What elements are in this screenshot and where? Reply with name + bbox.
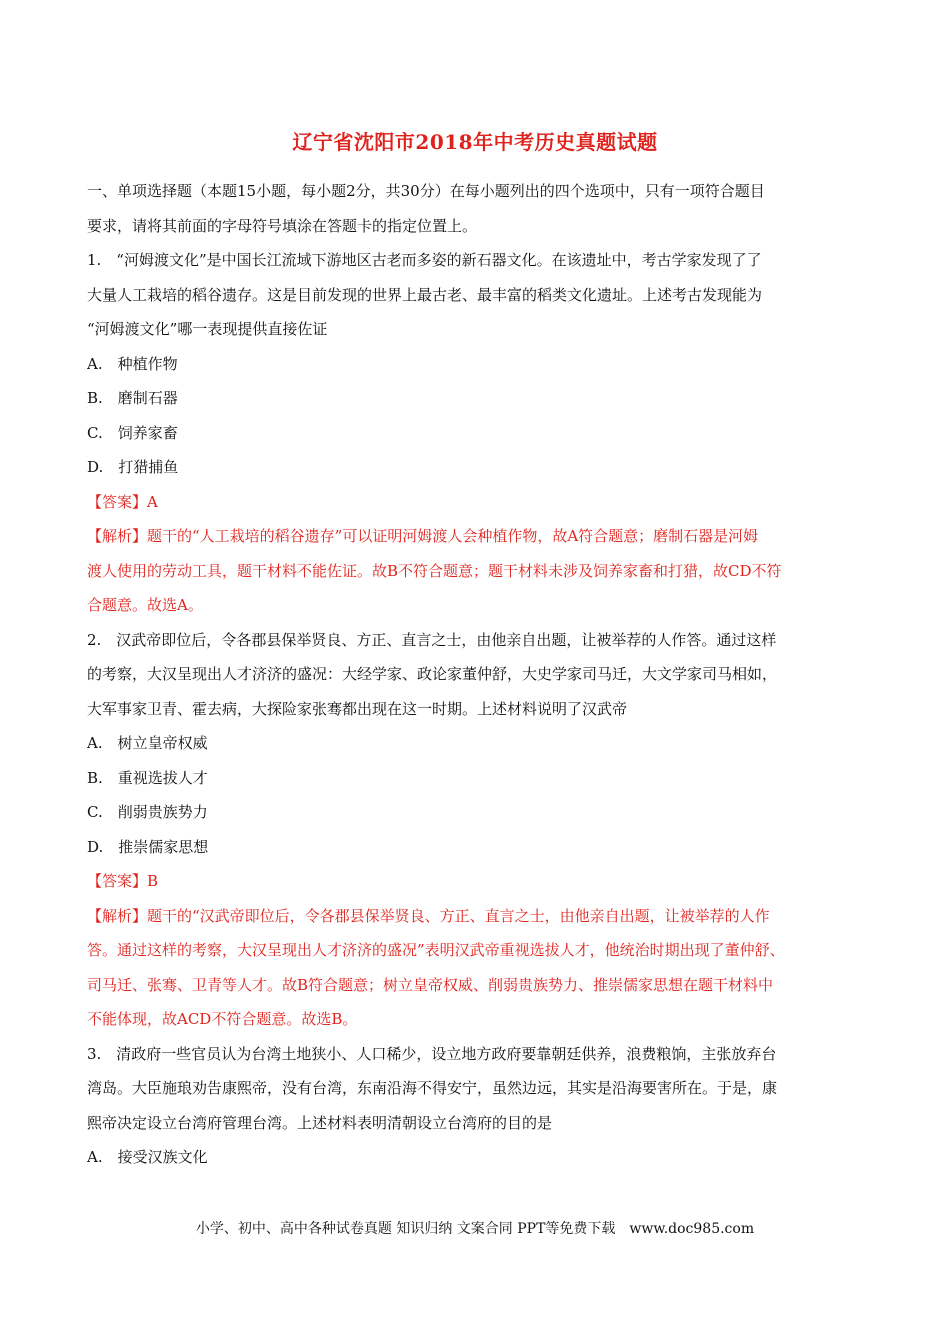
answer-line: 【解析】题干的“汉武帝即位后，令各郡县保举贤良、方正、直言之士，由他亲自出题，让被举荐的人作 bbox=[87, 906, 770, 925]
text-line: D. 推崇儒家思想 bbox=[87, 837, 209, 856]
text-line: D. 打猎捕鱼 bbox=[87, 458, 179, 476]
text-line: C. 饲养家畜 bbox=[87, 423, 178, 442]
document-body bbox=[87, 174, 867, 1175]
answer-line: 【解析】题干的“人工栽培的稻谷遗存”可以证明河姆渡人会种植作物，故A符合题意；磨制石器是河姆 bbox=[87, 527, 759, 545]
text-line: 2. 汉武帝即位后，令各郡县保举贤良、方正、直言之士，由他亲自出题，让被举荐的人作答。通过这样 bbox=[87, 630, 777, 649]
answer-line: 【答案】A bbox=[87, 492, 158, 511]
page-footer: 小学、初中、高中各种试卷真题 知识归纳 文案合同 PPT等免费下载 www.doc985.com bbox=[195, 1221, 755, 1237]
answer-line: 答。通过这样的考察，大汉呈现出人才济济的盛况”表明汉武帝重视选拔人才，他统治时期出现了董仲舒、 bbox=[87, 941, 785, 959]
answer-line: 不能体现，故ACD不符合题意。故选B。 bbox=[87, 1010, 358, 1028]
answer-line: 渡人使用的劳动工具，题干材料不能佐证。故B不符合题意；题干材料未涉及饲养家畜和打猎，故CD不符 bbox=[87, 561, 782, 580]
text-line: 大量人工栽培的稻谷遗存。这是目前发现的世界上最古老、最丰富的稻类文化遗址。上述考古发现能为 bbox=[87, 285, 763, 304]
text-line: 一、单项选择题（本题15小题，每小题2分，共30分）在每小题列出的四个选项中，只有一项符合题目 bbox=[87, 182, 765, 200]
text-line: A. 树立皇帝权威 bbox=[87, 734, 208, 752]
answer-line: 【答案】B bbox=[87, 872, 159, 890]
text-line: 1. “河姆渡文化”是中国长江流域下游地区古老而多姿的新石器文化。在该遗址中，考古学家发现了了 bbox=[87, 251, 762, 269]
text-line: 大军事家卫青、霍去病，大探险家张骞都出现在这一时期。上述材料说明了汉武帝 bbox=[87, 699, 628, 718]
text-line: A. 接受汉族文化 bbox=[87, 1148, 208, 1166]
text-line: 3. 清政府一些官员认为台湾土地狭小、人口稀少，设立地方政府要靠朝廷供养，浪费粮饷，主张放弃台 bbox=[87, 1044, 777, 1063]
text-line: B. 磨制石器 bbox=[87, 389, 178, 407]
answer-line: 合题意。故选A。 bbox=[87, 596, 203, 614]
page-title: 辽宁省沈阳市2018年中考历史真题试题 bbox=[292, 130, 658, 154]
text-line: “河姆渡文化”哪一表现提供直接佐证 bbox=[87, 320, 328, 338]
text-line: 要求，请将其前面的字母符号填涂在答题卡的指定位置上。 bbox=[87, 216, 478, 235]
answer-line: 司马迁、张骞、卫青等人才。故B符合题意；树立皇帝权威、削弱贵族势力、推崇儒家思想在题干材料中 bbox=[87, 975, 774, 994]
text-line: C. 削弱贵族势力 bbox=[87, 803, 208, 821]
text-line: 熙帝决定设立台湾府管理台湾。上述材料表明清朝设立台湾府的目的是 bbox=[87, 1113, 553, 1132]
text-line: 的考察，大汉呈现出人才济济的盛况：大经学家、政论家董仲舒，大史学家司马迁，大文学家司马相如， bbox=[87, 665, 778, 683]
text-line: 湾岛。大臣施琅劝告康熙帝，没有台湾，东南沿海不得安宁，虽然边远，其实是沿海要害所在。于是，康 bbox=[87, 1079, 778, 1097]
text-line: A. 种植作物 bbox=[87, 354, 178, 373]
text-line: B. 重视选拔人才 bbox=[87, 768, 208, 787]
